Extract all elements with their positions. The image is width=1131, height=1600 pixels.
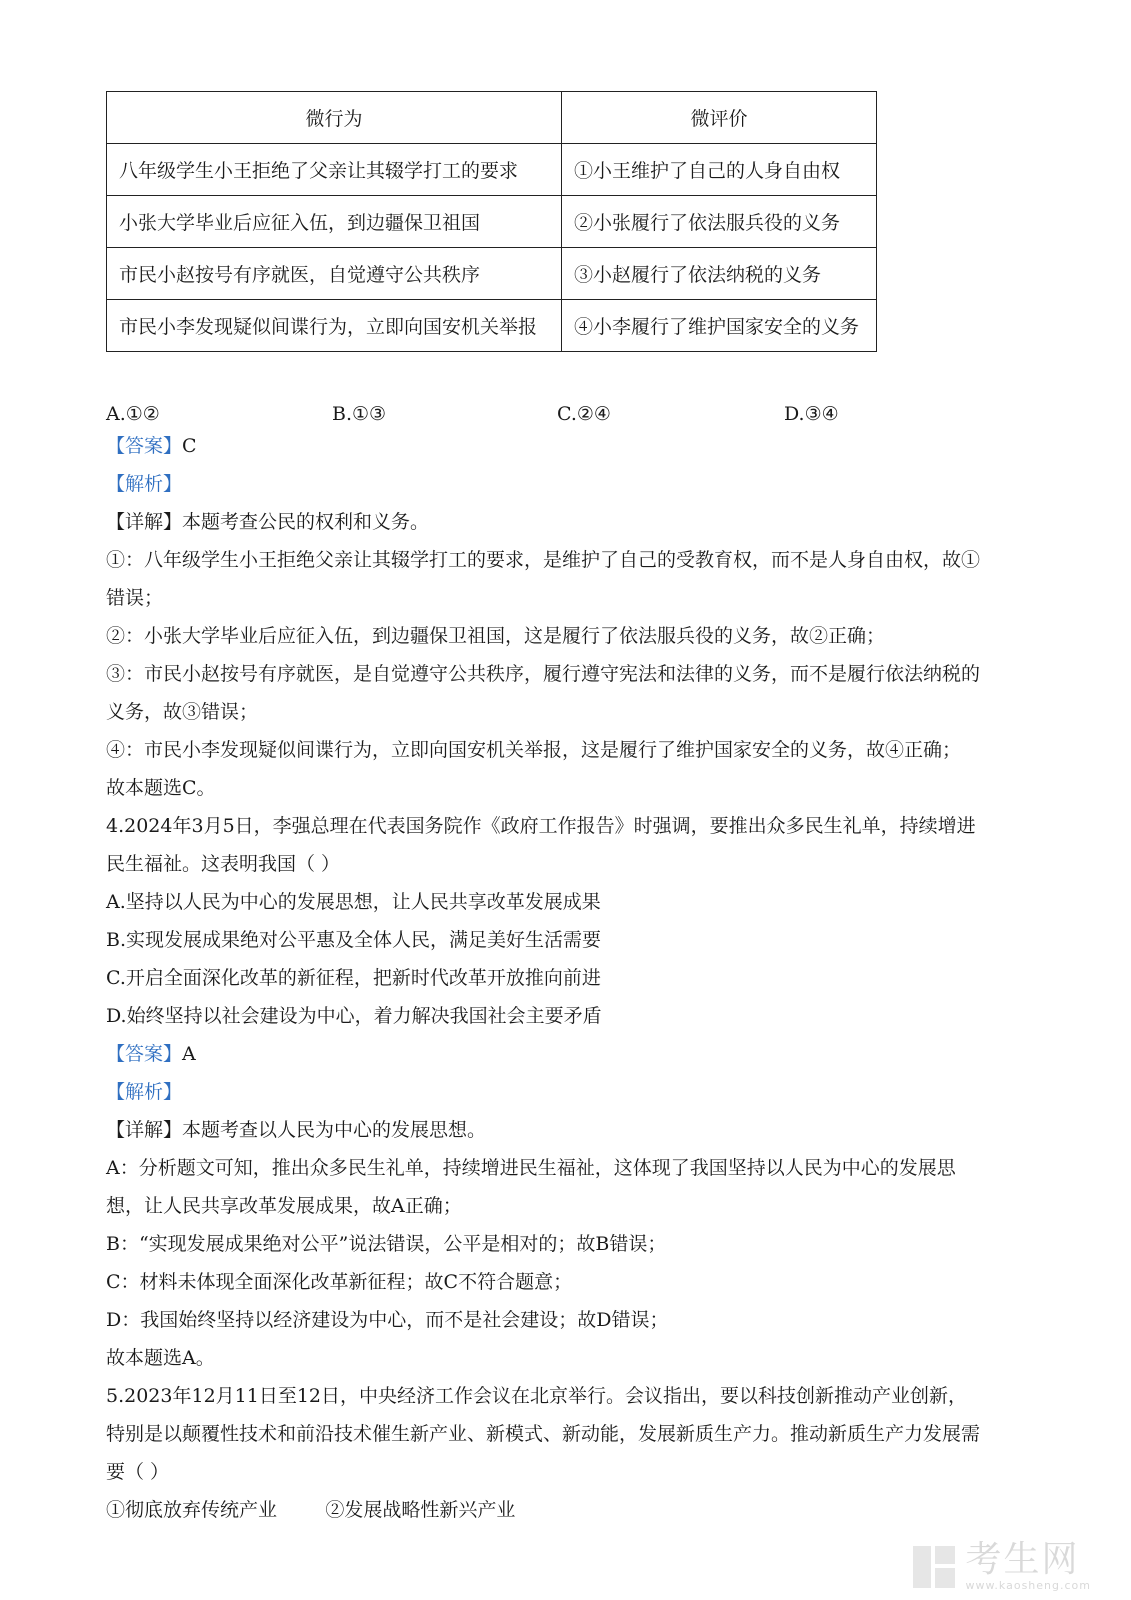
- answer-label: 【答案】: [106, 1043, 183, 1065]
- q5-stem-line: 特别是以颠覆性技术和前沿技术催生新产业、新模式、新动能，发展新质生产力。推动新质生产力发展需: [106, 1423, 981, 1445]
- table-row: [107, 300, 877, 352]
- q4-option-a: A.坚持以人民为中心的发展思想，让人民共享改革发展成果: [106, 891, 601, 913]
- q5-stem-line: 5.2023年12月11日至12日，中央经济工作会议在北京举行。会议指出，要以科技创新推动产业创新，: [106, 1385, 968, 1407]
- q3-explanation-line: ②：小张大学毕业后应征入伍，到边疆保卫祖国，这是履行了依法服兵役的义务，故②正确；: [106, 625, 886, 647]
- watermark: [911, 1541, 1091, 1592]
- q5-statement-line: ①彻底放弃传统产业 ②发展战略性新兴产业: [106, 1499, 516, 1521]
- table-cell: 小张大学毕业后应征入伍，到边疆保卫祖国: [107, 196, 562, 248]
- q5-stem-line: 要（ ）: [106, 1461, 170, 1483]
- q4-option-b: B.实现发展成果绝对公平惠及全体人民，满足美好生活需要: [106, 929, 602, 951]
- table-header-row: [107, 92, 877, 144]
- q3-answer-value: C: [182, 435, 197, 457]
- table-cell: ③小赵履行了依法纳税的义务: [562, 248, 877, 300]
- table-header-cell: 微评价: [562, 92, 877, 144]
- table-row: [107, 144, 877, 196]
- q3-option-c: C.②④: [557, 403, 611, 425]
- q3-explanation-line: ①：八年级学生小王拒绝父亲让其辍学打工的要求，是维护了自己的受教育权，而不是人身自由权，故①: [106, 549, 981, 571]
- q3-explanation-line: 故本题选C。: [106, 777, 216, 799]
- q4-explanation-line: C：材料未体现全面深化改革新征程；故C不符合题意；: [106, 1271, 573, 1293]
- q4-option-d: D.始终坚持以社会建设为中心，着力解决我国社会主要矛盾: [106, 1005, 602, 1027]
- q3-explanation-line: 错误；: [106, 587, 164, 609]
- table-cell: 八年级学生小王拒绝了父亲让其辍学打工的要求: [107, 144, 562, 196]
- q3-explanation-line: 义务，故③错误；: [106, 701, 259, 723]
- q3-option-b: B.①③: [332, 403, 387, 425]
- table-row: [107, 196, 877, 248]
- answer-label: 【答案】: [106, 435, 183, 457]
- table-cell: ②小张履行了依法服兵役的义务: [562, 196, 877, 248]
- q4-explanation-line: 想，让人民共享改革发展成果，故A正确；: [106, 1195, 462, 1217]
- q4-explanation-line: B：“实现发展成果绝对公平”说法错误，公平是相对的；故B错误；: [106, 1233, 667, 1255]
- watermark-name: 考生网: [965, 1539, 1080, 1580]
- q4-option-c: C.开启全面深化改革的新征程，把新时代改革开放推向前进: [106, 967, 601, 989]
- q4-explanation-line: A：分析题文可知，推出众多民生礼单，持续增进民生福祉，这体现了我国坚持以人民为中心的发展思: [106, 1157, 956, 1179]
- q4-stem-line: 民生福祉。这表明我国（ ）: [106, 853, 341, 875]
- q4-explanation-line: 【详解】本题考查以人民为中心的发展思想。: [106, 1119, 487, 1141]
- q3-answer: [106, 431, 197, 458]
- table-cell: ①小王维护了自己的人身自由权: [562, 144, 877, 196]
- behavior-evaluation-table: [106, 91, 877, 352]
- watermark-url: www.kaosheng.com: [965, 1579, 1091, 1592]
- q3-explanation-line: ④：市民小李发现疑似间谍行为，立即向国安机关举报，这是履行了维护国家安全的义务，故④正确；: [106, 739, 962, 761]
- watermark-logo-icon: [911, 1544, 957, 1590]
- q3-option-a: A.①②: [106, 403, 160, 425]
- q4-explanation-line: D：我国始终坚持以经济建设为中心，而不是社会建设；故D错误；: [106, 1309, 669, 1331]
- table-cell: 市民小赵按号有序就医，自觉遵守公共秩序: [107, 248, 562, 300]
- table-header-cell: 微行为: [107, 92, 562, 144]
- q3-analysis-label: 【解析】: [106, 473, 183, 495]
- table-cell: 市民小李发现疑似间谍行为，立即向国安机关举报: [107, 300, 562, 352]
- q4-analysis-label: 【解析】: [106, 1081, 183, 1103]
- table-cell: ④小李履行了维护国家安全的义务: [562, 300, 877, 352]
- q3-option-d: D.③④: [784, 403, 839, 425]
- q3-explanation-line: ③：市民小赵按号有序就医，是自觉遵守公共秩序，履行遵守宪法和法律的义务，而不是履行依法纳税的: [106, 663, 981, 685]
- table-row: [107, 248, 877, 300]
- q4-explanation-line: 故本题选A。: [106, 1347, 215, 1369]
- q4-answer-value: A: [182, 1043, 196, 1065]
- q4-stem-line: 4.2024年3月5日，李强总理在代表国务院作《政府工作报告》时强调，要推出众多民生礼单，持续增进: [106, 815, 976, 837]
- q3-explanation-line: 【详解】本题考查公民的权利和义务。: [106, 511, 430, 533]
- q4-answer: [106, 1039, 196, 1066]
